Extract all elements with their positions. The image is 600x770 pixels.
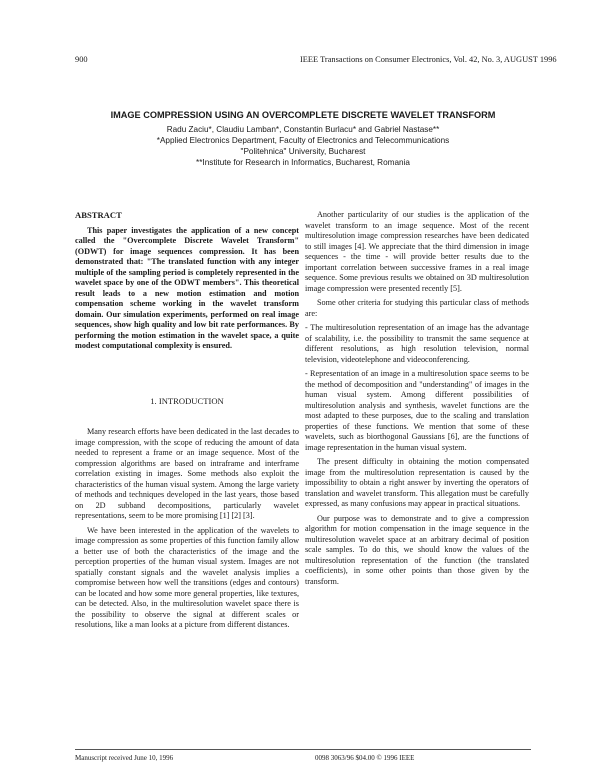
affiliation-2: "Politehnica" University, Bucharest <box>240 147 366 156</box>
right-paragraph-1: Another particularity of our studies is the application of the wavelet transform to an image sequence. Most of the recent multiresolution image compression researches have been dedicated to still images [4]. We appreciate that the third dimension in image sequences - the time - will provide better results due to the important correlation between successive frames in a real image sequence. Some previous results we obtained on 3D multiresolution image compression were presented recently [5]. <box>305 210 529 293</box>
affiliation-3: **Institute for Research in Informatics, Bucharest, Romania <box>196 158 410 167</box>
journal-running-head: IEEE Transactions on Consumer Electronics, Vol. 42, No. 3, AUGUST 1996 <box>300 55 557 64</box>
intro-paragraph-1: Many research efforts have been dedicated in the last decades to image compression, with the scope of reducing the amount of data needed to represent a frame or an image sequence. Most of the compression algorithms are based on intraframe and interframe correlation existing in images. Some methods also exploit the characteristics of the human visual system. Among the large variety of methods and techniques developed in the last years, those based on 2D subband decompositions, particularly wavelet representations, seem to be more promising [1] [2] [3]. <box>75 427 299 520</box>
abstract-heading: ABSTRACT <box>75 210 122 220</box>
abstract-text: This paper investigates the application of a new concept called the "Overcomplete Discrete Wavelet Transform"(ODWT) for image sequences compression. It has been demonstrated that: "The translated function with any integer multiple of the sampling period is completely represented in the wavelet space by one of the ODWT members". This theoretical result leads to a new motion estimation and motion compensation scheme working in the wavelet transform domain. Our simulation experiments, performed on real image sequences, show high quality and low bit rate performances. By performing the motion estimation in the wavelet space, a quite modest computational complexity is ensured. <box>75 225 299 350</box>
page-number: 900 <box>75 55 88 64</box>
right-paragraph-3: - The multiresolution representation of an image has the advantage of scalability, i.e. the possibility to transmit the same sequence at different resolutions, as high resolution television, normal television, videotelephone and videoconferencing. <box>305 323 529 364</box>
footer-rule <box>75 749 531 750</box>
author-block <box>75 124 531 168</box>
right-paragraph-5: The present difficulty in obtaining the motion compensated image from the multiresolution representation is caused by the impossibility to obtain a right answer by inverting the operators of translation and wavelet transform. This allegation must be carefully expressed, as many confusions may appear in practical situations. <box>305 457 529 508</box>
copyright-code: 0098 3063/96 $04.00 © 1996 IEEE <box>315 754 415 762</box>
intro-paragraph-2: We have been interested in the application of the wavelets to image compression as some properties of this function family allow a better use of both the characteristics of the image and the perception properties of the human visual system. Images are not spatially constant signals and the wavelet analysis implies a compromise between how well the transitions (edges and contours) can be located and how some more general properties, like textures, can be detected. Also, in the multiresolution wavelet space there is the possibility to observe the signal at different scales or resolutions, like a man looks at a picture from different distances. <box>75 525 299 629</box>
introduction-heading: 1. INTRODUCTION <box>150 395 224 406</box>
affiliation-1: *Applied Electronics Department, Faculty of Electronics and Telecommunications <box>156 136 450 145</box>
left-column <box>75 210 299 635</box>
manuscript-note: Manuscript received June 10, 1996 <box>75 754 174 762</box>
authors: Radu Zaciu*, Claudiu Lamban*, Constantin Burlacu* and Gabriel Nastase** <box>166 125 440 134</box>
right-column <box>305 210 529 591</box>
right-paragraph-2: Some other criteria for studying this particular class of methods are: <box>305 298 529 318</box>
right-paragraph-6: Our purpose was to demonstrate and to give a compression algorithm for motion compensation in the image sequence in the multiresolution wavelet space at an arbitrary decimal of position scale samples. To do this, we should know the values of the multiresolution representation of the function (the translated coefficients), in some other points than those given by the transform. <box>305 513 529 586</box>
right-paragraph-4: - Representation of an image in a multiresolution space seems to be the method of decomposition and "understanding" of images in the human visual system. Among different possibilities of multiresolution analysis and synthesis, wavelet functions are the most adapted to these purposes, due to the scaling and translation properties of these functions. We mention that some of these wavelets, such as biorthogonal Gaussians [6], are the functions of image representation in the human visual system. <box>305 369 529 452</box>
paper-title: IMAGE COMPRESSION USING AN OVERCOMPLETE DISCRETE WAVELET TRANSFORM <box>110 110 496 120</box>
